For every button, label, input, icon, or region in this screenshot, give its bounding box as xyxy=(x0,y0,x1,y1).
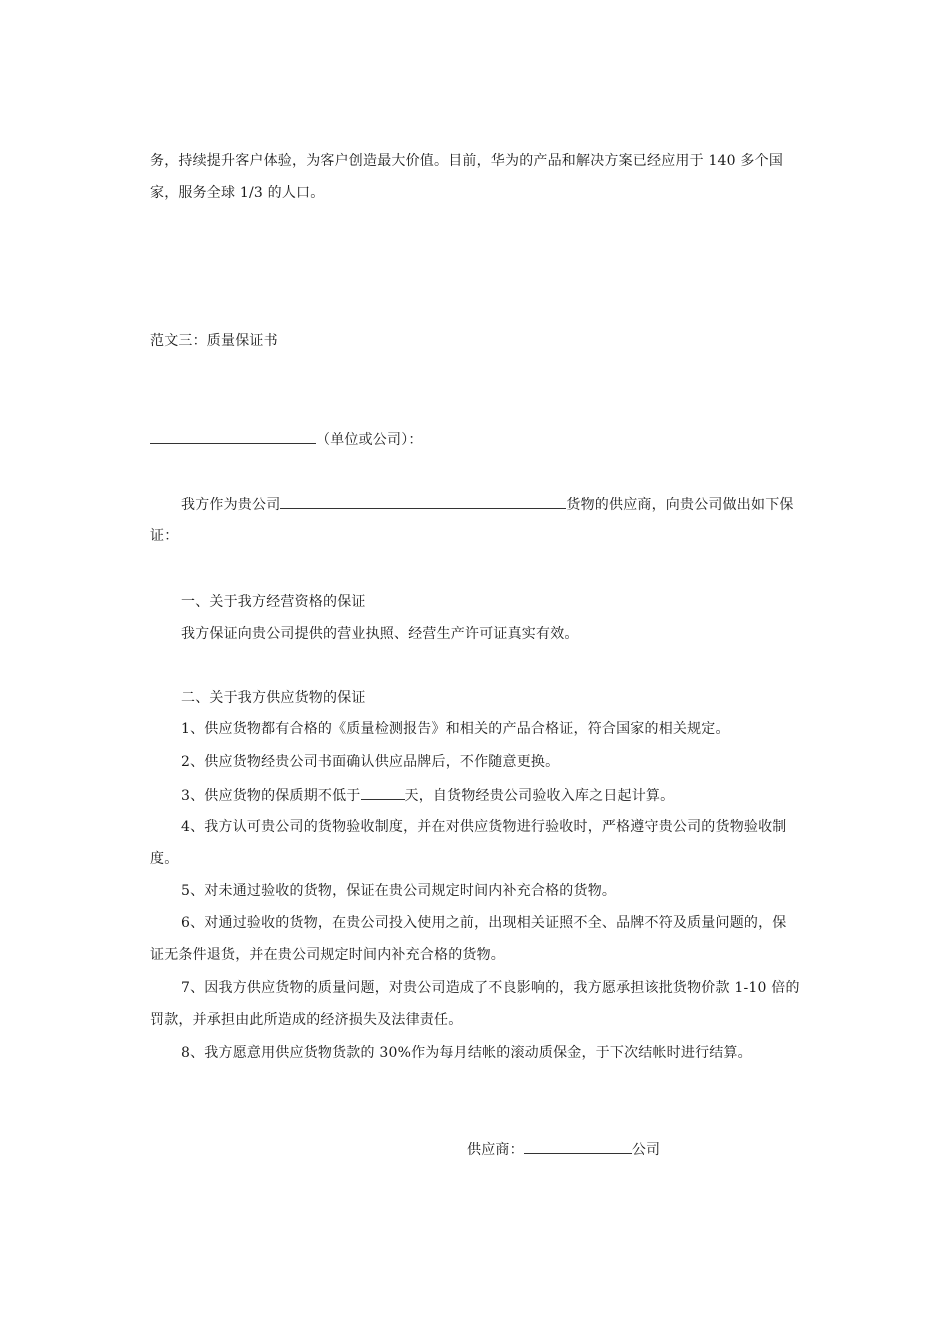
opening-line-1 xyxy=(181,494,794,515)
item3-suffix: 天，自货物经贵公司验收入库之日起计算。 xyxy=(404,788,675,804)
section2-item-4-line-1: 4、我方认可贵公司的货物验收制度，并在对供应货物进行验收时，严格遵守贵公司的货物验收制 xyxy=(181,819,787,835)
opening-line-2: 证： xyxy=(150,528,179,544)
section2-item-5: 5、对未通过验收的货物，保证在贵公司规定时间内补充合格的货物。 xyxy=(181,883,617,899)
goods-blank xyxy=(280,494,566,509)
opening-prefix: 我方作为贵公司 xyxy=(181,497,281,513)
section2-item-6-line-1: 6、对通过验收的货物，在贵公司投入使用之前，出现相关证照不全、品牌不符及质量问题的，保 xyxy=(181,915,787,931)
section2-heading: 二、关于我方供应货物的保证 xyxy=(181,690,366,706)
addressee-blank xyxy=(150,429,316,444)
signature-line xyxy=(467,1139,660,1160)
intro-line-1: 务，持续提升客户体验，为客户创造最大价值。目前，华为的产品和解决方案已经应用于 140 多个国 xyxy=(150,153,784,169)
section2-item-3 xyxy=(181,785,674,806)
document-title: 范文三：质量保证书 xyxy=(150,333,278,349)
section2-item-7-line-2: 罚款，并承担由此所造成的经济损失及法律责任。 xyxy=(150,1012,463,1028)
addressee-line xyxy=(150,429,423,450)
days-blank xyxy=(361,785,405,800)
section2-item-6-line-2: 证无条件退货，并在贵公司规定时间内补充合格的货物。 xyxy=(150,947,505,963)
section2-item-4-line-2: 度。 xyxy=(150,851,179,867)
addressee-suffix: （单位或公司）： xyxy=(316,432,423,448)
section2-item-1: 1、供应货物都有合格的《质量检测报告》和相关的产品合格证，符合国家的相关规定。 xyxy=(181,721,730,737)
signature-suffix: 公司 xyxy=(631,1142,661,1158)
section2-item-7-line-1: 7、因我方供应货物的质量问题，对贵公司造成了不良影响的，我方愿承担该批货物价款 1-10 倍的 xyxy=(181,980,800,996)
supplier-blank xyxy=(524,1139,632,1154)
section1-heading: 一、关于我方经营资格的保证 xyxy=(181,594,366,610)
signature-label: 供应商： xyxy=(467,1142,524,1158)
opening-suffix: 货物的供应商，向贵公司做出如下保 xyxy=(566,497,794,513)
item3-prefix: 3、供应货物的保质期不低于 xyxy=(181,788,361,804)
section2-item-2: 2、供应货物经贵公司书面确认供应品牌后，不作随意更换。 xyxy=(181,754,560,770)
section1-text: 我方保证向贵公司提供的营业执照、经营生产许可证真实有效。 xyxy=(181,626,579,642)
intro-line-2: 家，服务全球 1/3 的人口。 xyxy=(150,185,325,201)
section2-item-8: 8、我方愿意用供应货物货款的 30%作为每月结帐的滚动质保金，于下次结帐时进行结算。 xyxy=(181,1045,752,1061)
